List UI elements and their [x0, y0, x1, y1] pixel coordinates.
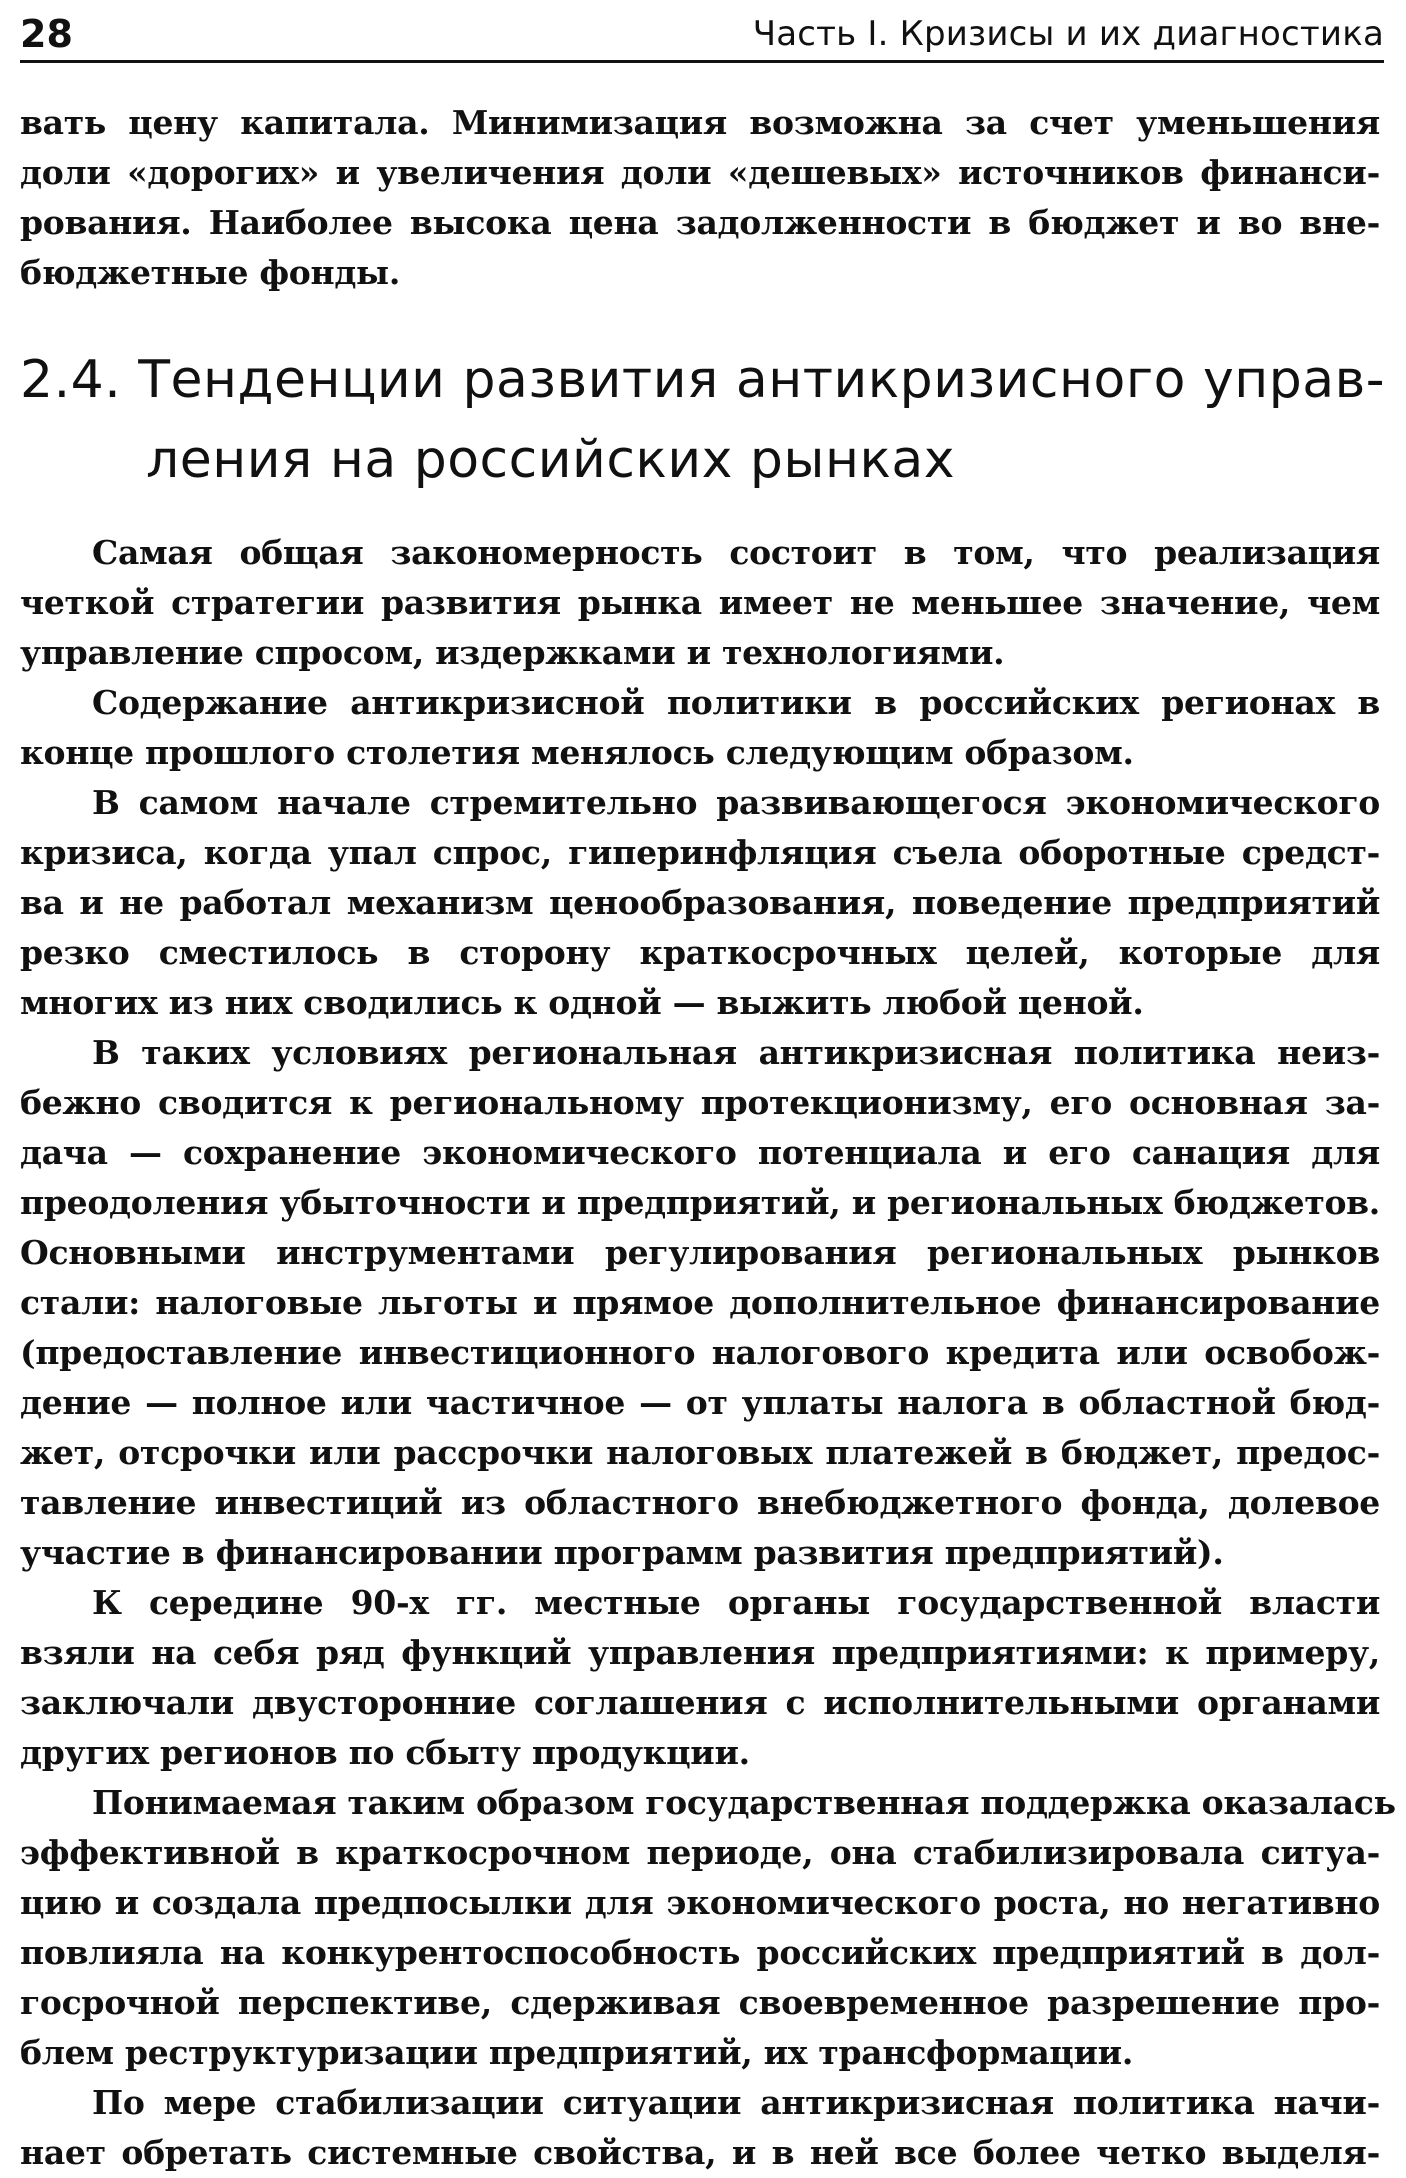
text-line: Понимаемая таким образом государственная поддержка оказалась	[92, 1783, 1396, 1822]
text-line: вать цену капитала. Минимизация возможна за счет уменьшения	[20, 103, 1380, 142]
text-line: бежно сводится к региональному протекционизму, его основная за-	[20, 1083, 1380, 1122]
text-line: четкой стратегии развития рынка имеет не меньшее значение, чем	[20, 583, 1380, 622]
text-line: повлияла на конкурентоспособность российских предприятий в дол-	[20, 1933, 1380, 1972]
paragraph	[20, 1578, 1380, 1778]
text-line: дача — сохранение экономического потенциала и его санация для	[20, 1133, 1380, 1172]
text-line: тавление инвестиций из областного внебюджетного фонда, долевое	[20, 1483, 1380, 1522]
text-line: Самая общая закономерность состоит в том, что реализация	[92, 533, 1380, 572]
text-line: кризиса, когда упал спрос, гиперинфляция съела оборотные средст-	[20, 833, 1380, 872]
text-line: нает обретать системные свойства, и в ней все более четко выделя-	[20, 2133, 1380, 2172]
section-heading-line: ления на российских рынках	[146, 430, 956, 490]
text-line: госрочной перспективе, сдерживая своевременное разрешение про-	[20, 1983, 1380, 2022]
section-heading	[20, 340, 1384, 500]
text-line: бюджетные фонды.	[20, 253, 401, 292]
text-line: дение — полное или частичное — от уплаты налога в областной бюд-	[20, 1383, 1380, 1422]
text-line: многих из них сводились к одной — выжить любой ценой.	[20, 983, 1144, 1022]
paragraph	[20, 2078, 1380, 2178]
text-line: Содержание антикризисной политики в российских регионах в	[92, 683, 1380, 722]
text-line: эффективной в краткосрочном периоде, она стабилизировала ситуа-	[20, 1833, 1380, 1872]
text-line: В самом начале стремительно развивающегося экономического	[92, 783, 1380, 822]
text-line: В таких условиях региональная антикризисная политика неиз-	[92, 1033, 1380, 1072]
text-line: К середине 90-х гг. местные органы государственной власти	[92, 1583, 1380, 1622]
text-line: конце прошлого столетия менялось следующим образом.	[20, 733, 1134, 772]
section-heading-line: 2.4. Тенденции развития антикризисного управ-	[20, 350, 1386, 410]
text-line: цию и создала предпосылки для экономического роста, но негативно	[20, 1883, 1380, 1922]
paragraph	[20, 528, 1380, 678]
text-line: управление спросом, издержками и технологиями.	[20, 633, 1005, 672]
text-line: других регионов по сбыту продукции.	[20, 1733, 750, 1772]
text-line: взяли на себя ряд функций управления предприятиями: к примеру,	[20, 1633, 1380, 1672]
paragraph	[20, 1778, 1396, 2078]
text-line: ва и не работал механизм ценообразования, поведение предприятий	[20, 883, 1380, 922]
text-line: доли «дорогих» и увеличения доли «дешевых» источников финанси-	[20, 153, 1380, 192]
text-line: преодоления убыточности и предприятий, и региональных бюджетов.	[20, 1183, 1380, 1222]
text-line: заключали двусторонние соглашения с исполнительными органами	[20, 1683, 1380, 1722]
text-line: Основными инструментами регулирования региональных рынков	[20, 1233, 1380, 1272]
paragraph	[20, 778, 1380, 1028]
text-line: жет, отсрочки или рассрочки налоговых платежей в бюджет, предос-	[20, 1433, 1380, 1472]
text-line: рования. Наиболее высока цена задолженности в бюджет и во вне-	[20, 203, 1380, 242]
text-line: По мере стабилизации ситуации антикризисная политика начи-	[92, 2083, 1380, 2122]
running-title: Часть I. Кризисы и их диагностика	[752, 14, 1384, 54]
text-line: участие в финансировании программ развития предприятий).	[20, 1533, 1224, 1572]
text-line: резко сместилось в сторону краткосрочных целей, которые для	[20, 933, 1380, 972]
paragraph	[20, 1028, 1380, 1578]
intro-paragraph	[20, 98, 1380, 298]
running-header	[20, 4, 1384, 63]
text-line: стали: налоговые льготы и прямое дополнительное финансирование	[20, 1283, 1380, 1322]
text-line: (предоставление инвестиционного налогового кредита или освобож-	[20, 1333, 1380, 1372]
page-number: 28	[20, 12, 73, 56]
text-line: блем реструктуризации предприятий, их трансформации.	[20, 2033, 1134, 2072]
paragraph	[20, 678, 1380, 778]
body-text	[20, 528, 1396, 2178]
